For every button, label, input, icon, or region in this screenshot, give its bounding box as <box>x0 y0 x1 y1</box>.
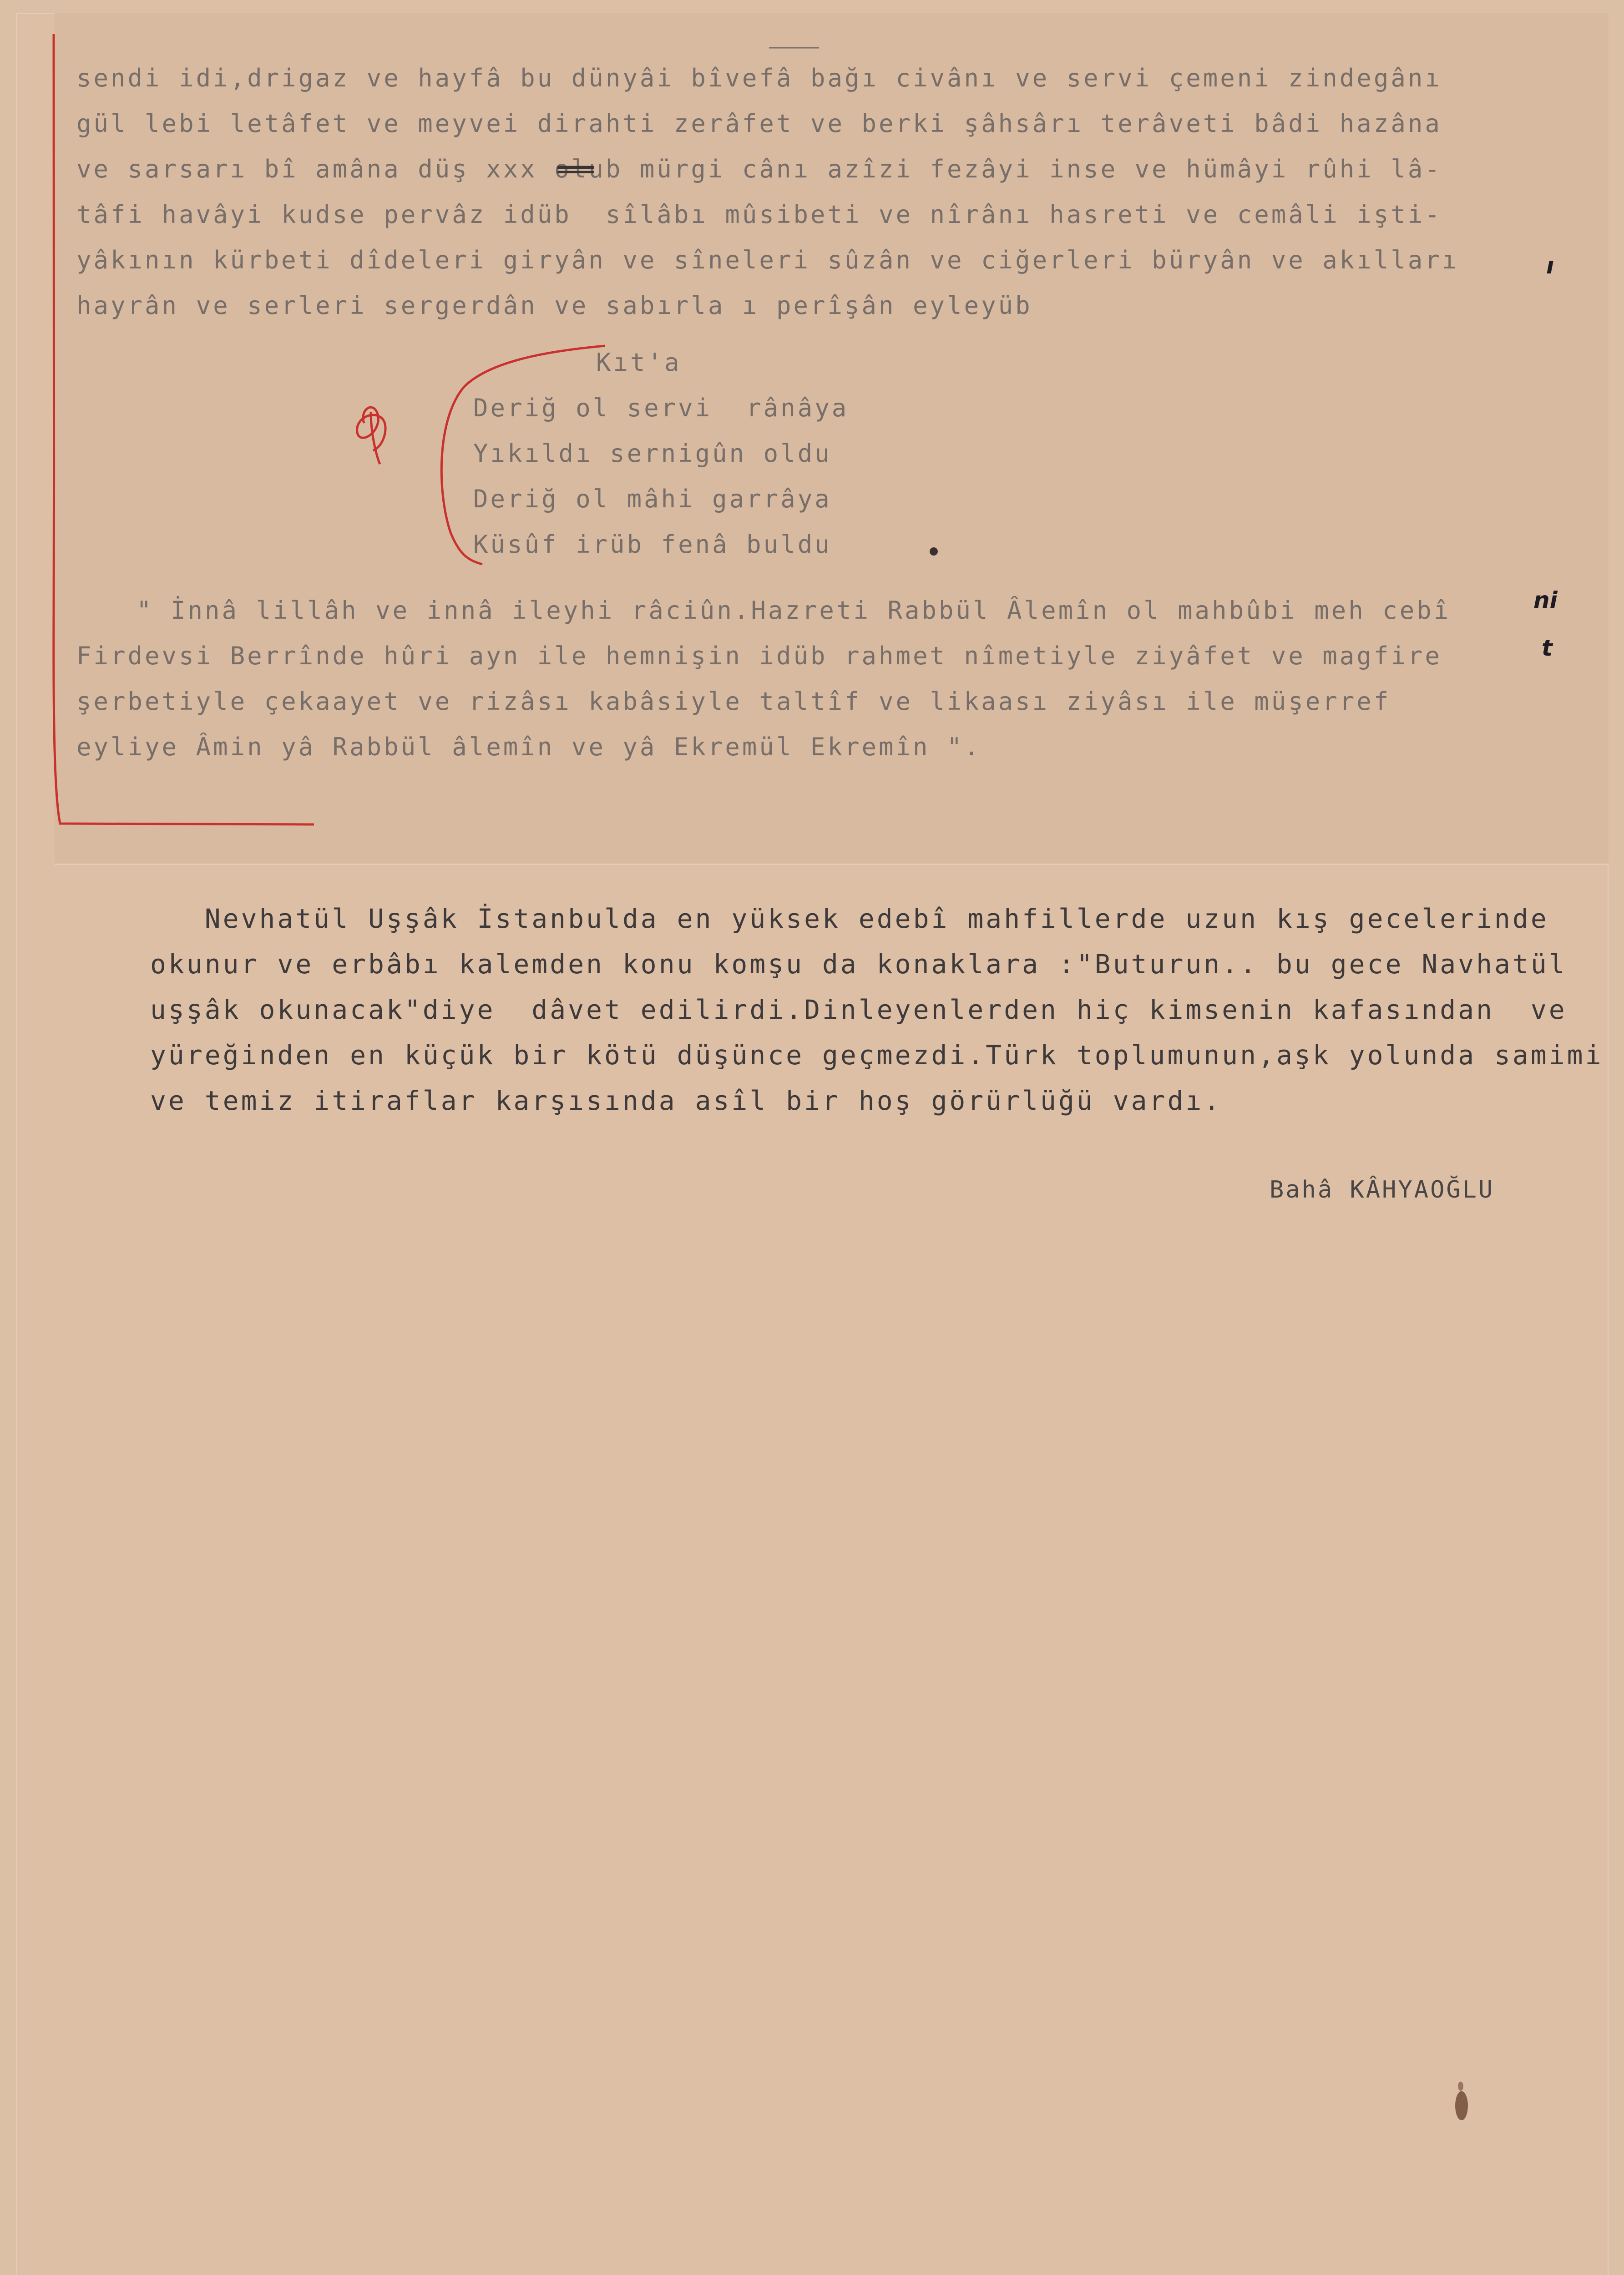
verse-line: Deriğ ol mâhi garrâya <box>473 485 832 513</box>
prayer-line: " İnnâ lillâh ve innâ ileyhi râciûn.Hazreti Rabbül Âlemîn ol mahbûbi meh cebî <box>137 596 1451 625</box>
upper-text-line: ve sarsarı bî amâna düş xxx olub mürgi cânı azîzi fezâyi inse ve hümâyi rûhi lâ- <box>76 155 1442 183</box>
verse-line: Deriğ ol servi rânâya <box>473 394 849 422</box>
upper-text-line: sendi idi,drigaz ve hayfâ bu dünyâi bîvefâ bağı civânı ve servi çemeni zindegânı <box>76 64 1442 92</box>
stain <box>1455 2091 1468 2120</box>
upper-text-line: hayrân ve serleri sergerdân ve sabırla ı perîşân eyleyüb <box>76 291 1032 320</box>
signature: Bahâ KÂHYAOĞLU <box>1270 1176 1495 1203</box>
body-line: ve temiz itiraflar karşısında asîl bir hoş görürlüğü vardı. <box>150 1085 1222 1116</box>
handwritten-correction: ı <box>1546 253 1554 279</box>
handwritten-correction: t <box>1542 635 1553 661</box>
verse-title: Kıt'a <box>596 348 682 377</box>
red-margin-bracket <box>53 34 314 824</box>
stain <box>1458 2082 1463 2091</box>
red-verse-bracket <box>441 346 605 564</box>
body-line: uşşâk okunacak"diye dâvet edilirdi.Dinleyenlerden hiç kimsenin kafasından ve <box>150 994 1567 1025</box>
prayer-line: eyliye Âmin yâ Rabbül âlemîn ve yâ Ekremül Ekremîn ". <box>76 733 981 761</box>
prayer-line: Firdevsi Berrînde hûri ayn ile hemnişin idüb rahmet nîmetiyle ziyâfet ve magfire <box>76 642 1442 670</box>
body-line: Nevhatül Uşşâk İstanbulda en yüksek edebî mahfillerde uzun kış gecelerinde <box>150 903 1549 934</box>
upper-text-line: tâfi havâyi kudse pervâz idüb sîlâbı mûsibeti ve nîrânı hasreti ve cemâli işti- <box>76 200 1442 229</box>
body-line: okunur ve erbâbı kalemden konu komşu da konaklara :"Buturun.. bu gece Navhatül <box>150 949 1567 980</box>
ink-dot <box>930 547 938 556</box>
handwritten-correction: ni <box>1533 587 1558 613</box>
verse-line: Yıkıldı sernigûn oldu <box>473 439 832 468</box>
upper-text-line: gül lebi letâfet ve meyvei dirahti zerâfet ve berki şâhsârı terâveti bâdi hazâna <box>76 109 1442 138</box>
prayer-line: şerbetiyle çekaayet ve rizâsı kabâsiyle taltîf ve likaası ziyâsı ile müşerref <box>76 687 1391 716</box>
upper-text-line: yâkının kürbeti dîdeleri giryân ve sîneleri sûzân ve ciğerleri büryân ve akılları <box>76 246 1459 274</box>
body-line: yüreğinden en küçük bir kötü düşünce geçmezdi.Türk toplumunun,aşk yolunda samimi <box>150 1040 1604 1071</box>
red-scribble-mark <box>357 407 385 464</box>
verse-line: Küsûf irüb fenâ buldu <box>473 530 832 559</box>
